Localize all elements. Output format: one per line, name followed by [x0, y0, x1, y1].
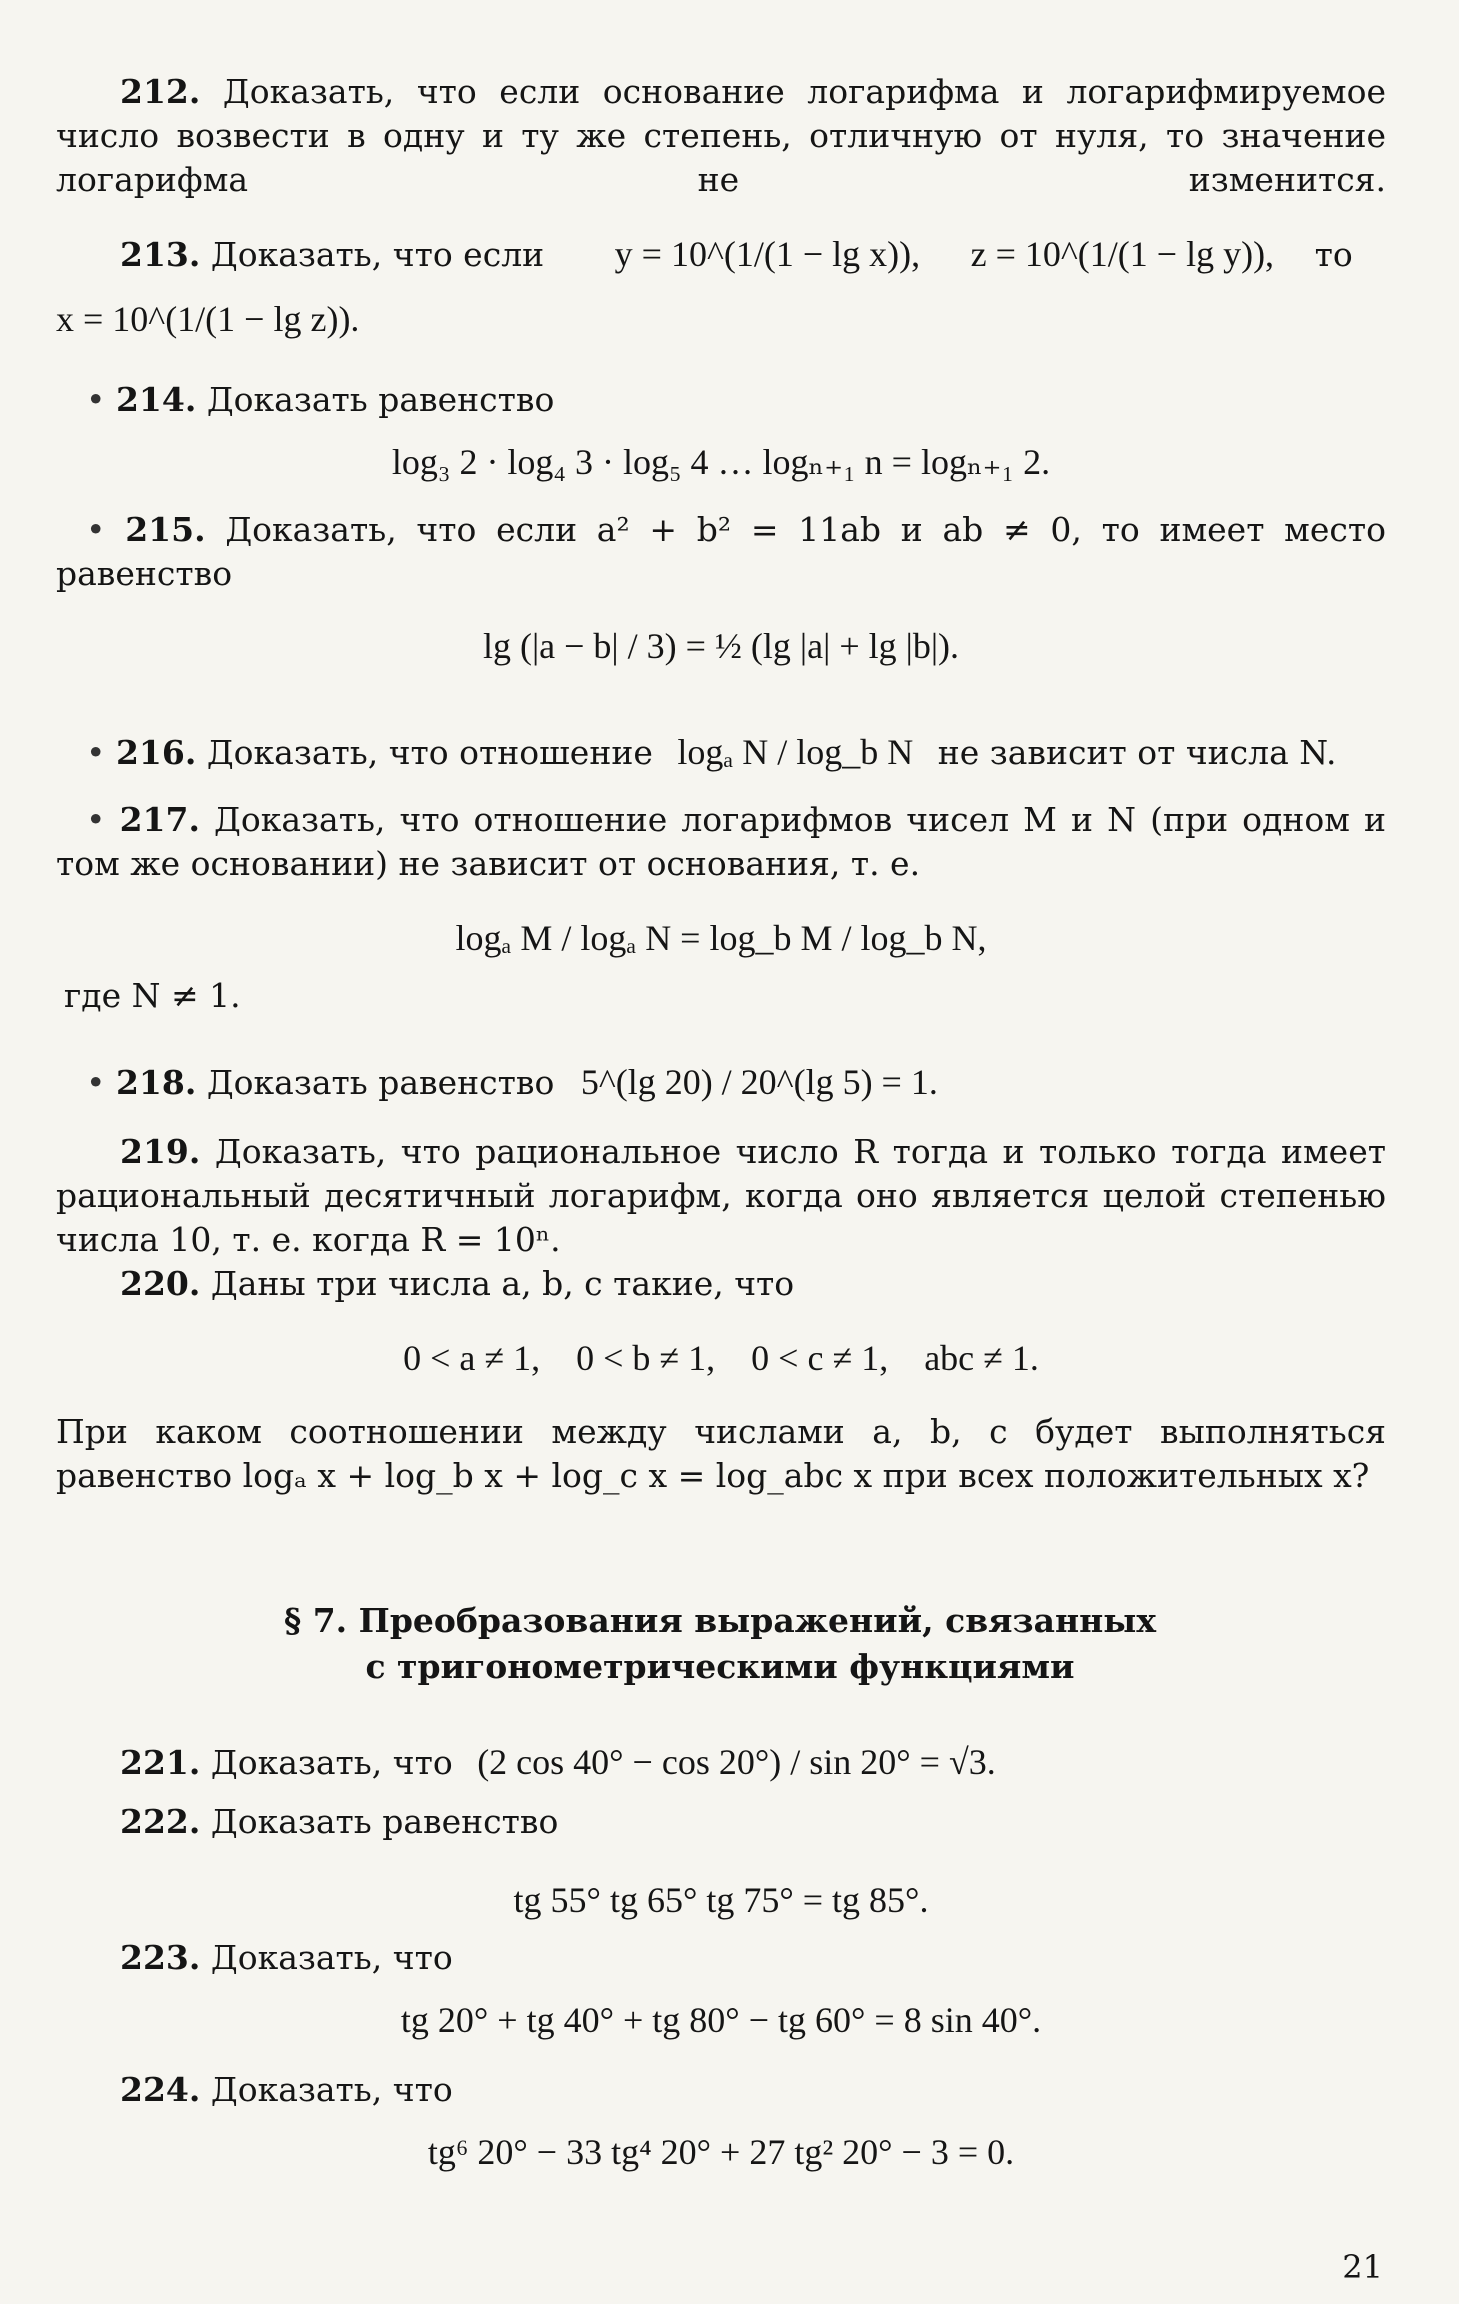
problem-number: 223. [120, 1938, 201, 1977]
problem-222 [56, 1800, 1386, 1922]
problem-214 [56, 378, 1386, 484]
section-heading-line-2: с тригонометрическими функциями [365, 1647, 1075, 1686]
problem-number: 217. [119, 800, 200, 839]
problem-213 [56, 232, 1386, 341]
formula: lg (|a − b| / 3) = ½ (lg |a| + lg |b|). [482, 626, 960, 666]
problem-text: Доказать, что если [210, 235, 545, 274]
problem-number: 219. [120, 1132, 201, 1171]
problem-221 [56, 1740, 1386, 1785]
problem-text: Доказать, что [210, 1938, 453, 1977]
formula-x: x = 10^(1/(1 − lg z)). [56, 299, 360, 339]
problem-tail: При каком соотношении между числами a, b, c будет выполняться равенство logₐ x + log_b x + log_c x = log_abc x при всех положительных x? [56, 1412, 1386, 1495]
problem-text: Доказать, что если a² + b² = 11ab и ab ≠ 0, то имеет место равенство [56, 510, 1386, 593]
problem-text: Доказать, что [210, 1743, 453, 1782]
problem-number: 224. [120, 2070, 201, 2109]
margin-mark: • [86, 800, 106, 839]
problem-text: Доказать, что рациональное число R тогда и только тогда имеет рациональный десятичный логарифм, когда оно является целой степенью числа 10, т. е. когда R = 10ⁿ. [56, 1132, 1386, 1259]
margin-mark: • [86, 510, 106, 549]
margin-mark: • [86, 733, 106, 772]
problem-224 [56, 2068, 1386, 2174]
problem-text: Доказать равенство [206, 380, 555, 419]
problem-number: 212. [120, 72, 201, 111]
formula: (2 cos 40° − cos 20°) / sin 20° = √3. [477, 1742, 996, 1782]
page-number: 21 [1342, 2248, 1383, 2286]
formula: 0 < a ≠ 1, 0 < b ≠ 1, 0 < c ≠ 1, abc ≠ 1. [403, 1338, 1039, 1378]
problem-tail: то [1314, 235, 1353, 274]
problem-text: Доказать, что если основание логарифма и логарифмируемое число возвести в одну и ту же степень, отличную от нуля, то значение логарифма не изменится. [56, 72, 1386, 199]
problem-number: 218. [115, 1063, 197, 1102]
problem-text: Доказать равенство [206, 1063, 555, 1102]
problem-220 [56, 1262, 1386, 1498]
margin-mark: • [86, 380, 106, 419]
problem-215 [56, 508, 1386, 668]
problem-number: 216. [115, 733, 197, 772]
formula: logₐ N / log_b N [677, 732, 914, 772]
formula: tg 20° + tg 40° + tg 80° − tg 60° = 8 sin 40°. [400, 2000, 1042, 2040]
problem-text: Доказать, что [210, 2070, 453, 2109]
formula: tg 55° tg 65° tg 75° = tg 85°. [513, 1880, 929, 1920]
problem-text: Доказать, что отношение логарифмов чисел M и N (при одном и том же основании) не зависит от основания, т. е. [56, 800, 1386, 883]
problem-216 [56, 730, 1386, 775]
problem-text: Даны три числа a, b, c такие, что [210, 1264, 795, 1303]
problem-tail: не зависит от числа N. [937, 733, 1337, 772]
problem-number: 213. [120, 235, 201, 274]
formula: tg⁶ 20° − 33 tg⁴ 20° + 27 tg² 20° − 3 = 0. [427, 2132, 1015, 2172]
problem-number: 214. [115, 380, 197, 419]
section-heading-line-1: § 7. Преобразования выражений, связанных [283, 1601, 1157, 1640]
problem-217 [56, 798, 1386, 1018]
formula: logₐ M / logₐ N = log_b M / log_b N, [455, 918, 987, 958]
problem-218 [56, 1060, 1386, 1105]
problem-number: 222. [120, 1802, 201, 1841]
problem-212 [56, 70, 1386, 202]
formula: log₃ 2 · log₄ 3 · log₅ 4 … logₙ₊₁ n = logₙ₊₁ 2. [391, 442, 1051, 482]
problem-text: Доказать, что отношение [206, 733, 653, 772]
problem-219 [56, 1130, 1386, 1262]
problem-number: 221. [120, 1743, 201, 1782]
problem-tail: где N ≠ 1. [64, 976, 241, 1015]
problem-number: 215. [125, 510, 206, 549]
formula-y: y = 10^(1/(1 − lg x)), [614, 234, 921, 274]
section-heading [100, 1598, 1340, 1690]
margin-mark: • [86, 1063, 106, 1102]
problem-223 [56, 1936, 1386, 2042]
problem-text: Доказать равенство [210, 1802, 559, 1841]
formula-z: z = 10^(1/(1 − lg y)), [970, 234, 1275, 274]
formula: 5^(lg 20) / 20^(lg 5) = 1. [580, 1062, 938, 1102]
problem-number: 220. [120, 1264, 201, 1303]
